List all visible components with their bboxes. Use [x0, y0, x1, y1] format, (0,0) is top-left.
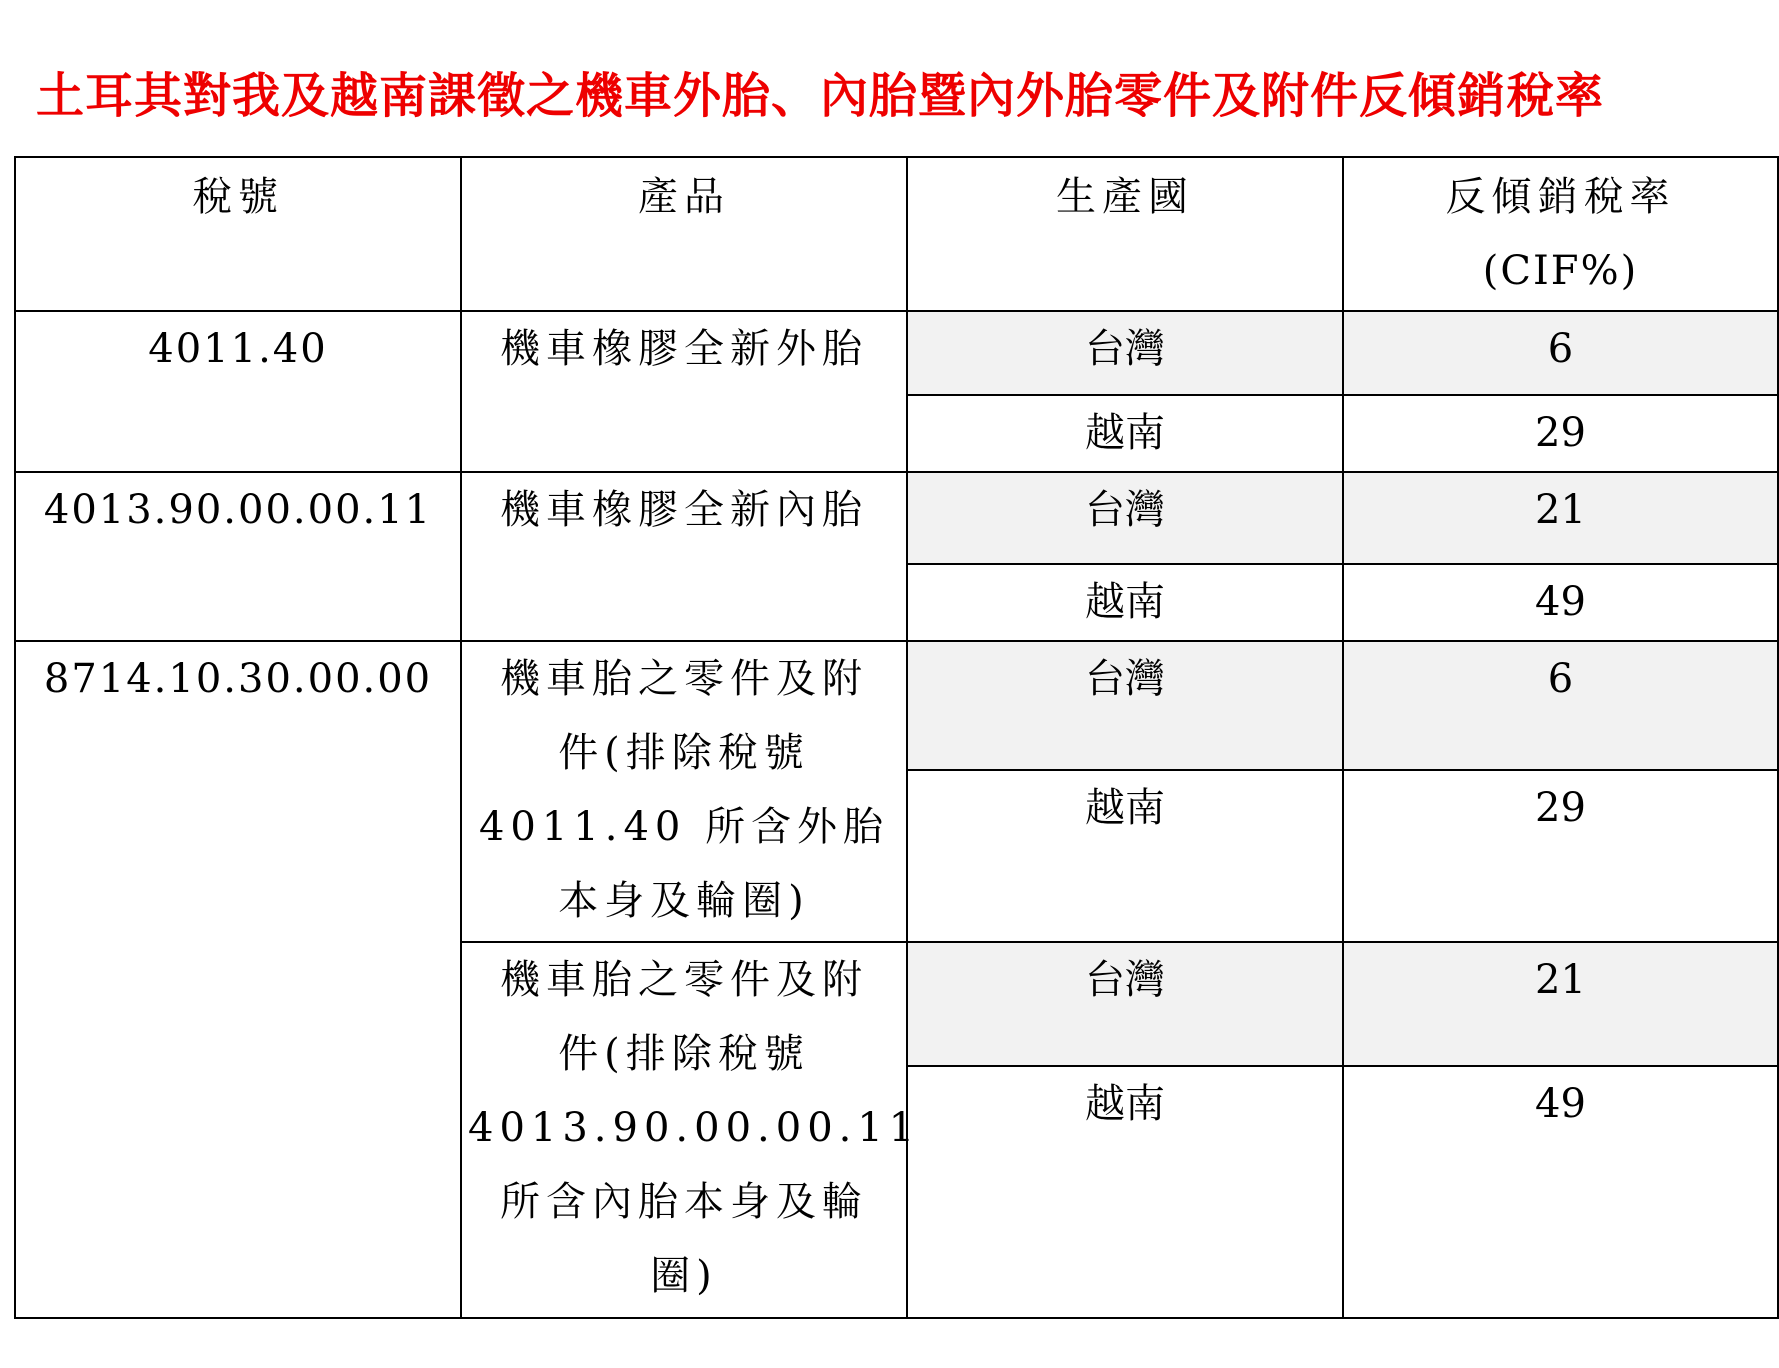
country-cell: 越南 [907, 770, 1343, 942]
tariff-code-cell: 8714.10.30.00.00 [15, 641, 461, 1318]
country-cell: 台灣 [907, 472, 1343, 564]
table-header-row [15, 157, 1778, 311]
rate-cell: 21 [1343, 942, 1778, 1066]
product-line: 本身及輪圈) [558, 878, 810, 924]
country-cell: 越南 [907, 564, 1343, 641]
product-line: 機車胎之零件及附 [500, 957, 868, 1003]
header-country [907, 157, 1343, 311]
rate-cell: 6 [1343, 641, 1778, 770]
product-cell: 機車橡膠全新內胎 [461, 472, 907, 641]
country-cell: 越南 [907, 1066, 1343, 1318]
product-cell [461, 641, 907, 942]
rate-cell: 21 [1343, 472, 1778, 564]
product-line: 件(排除稅號 [558, 730, 810, 776]
header-unit: (CIF%) [1482, 248, 1639, 294]
product-line: 機車胎之零件及附 [500, 656, 868, 702]
rate-cell: 6 [1343, 311, 1778, 395]
header-label: 稅號 [192, 174, 284, 220]
table-row [15, 641, 1778, 770]
country-cell: 台灣 [907, 641, 1343, 770]
country-cell: 台灣 [907, 311, 1343, 395]
header-label: 反傾銷稅率 [1445, 174, 1676, 220]
rate-cell: 49 [1343, 1066, 1778, 1318]
rate-cell: 29 [1343, 395, 1778, 472]
header-rate [1343, 157, 1778, 311]
tariff-code-cell: 4011.40 [15, 311, 461, 472]
product-line: 圈) [650, 1253, 718, 1299]
header-product [461, 157, 907, 311]
header-tariff-code [15, 157, 461, 311]
product-line: 4011.40 所含外胎 [478, 804, 890, 850]
tariff-code-cell: 4013.90.00.00.11 [15, 472, 461, 641]
product-cell [461, 942, 921, 1318]
product-line: 所含內胎本身及輪 [500, 1179, 868, 1225]
product-line: 4013.90.00.00.11 [468, 1105, 921, 1151]
product-line: 件(排除稅號 [558, 1031, 810, 1077]
anti-dumping-rate-table [14, 156, 1779, 1319]
table-row [15, 472, 1778, 564]
rate-cell: 29 [1343, 770, 1778, 942]
header-label: 生產國 [1056, 174, 1194, 220]
rate-cell: 49 [1343, 564, 1778, 641]
page-title: 土耳其對我及越南課徵之機車外胎、內胎暨內外胎零件及附件反傾銷稅率 [36, 68, 1605, 124]
header-label: 產品 [638, 174, 730, 220]
table-row [15, 311, 1778, 395]
country-cell: 台灣 [907, 942, 1343, 1066]
country-cell: 越南 [907, 395, 1343, 472]
product-cell: 機車橡膠全新外胎 [461, 311, 907, 472]
